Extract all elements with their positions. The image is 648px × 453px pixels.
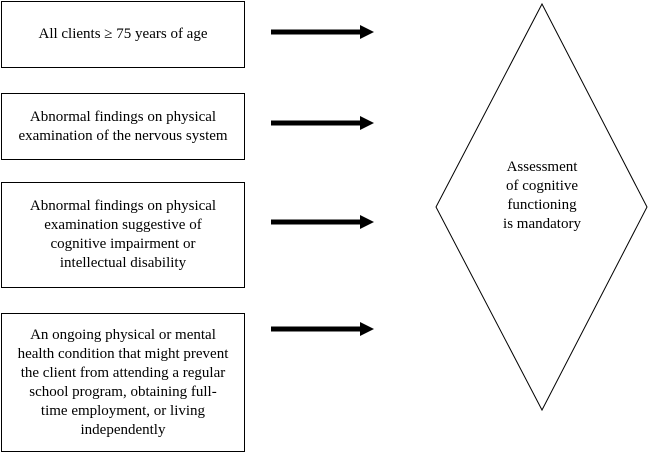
arrow-2 — [271, 116, 374, 130]
arrow-1 — [271, 25, 374, 39]
outcome-label: Assessment of cognitive functioning is mandatory — [503, 159, 581, 232]
criterion-label-ongoing-condition: An ongoing physical or mental health condition that might prevent the client from attending a regular school program, obtaining full- time employment, or living independently — [17, 326, 229, 438]
criterion-label-age: All clients ≥ 75 years of age — [38, 26, 208, 42]
criterion-label-cognitive-impairment: Abnormal findings on physical examination suggestive of cognitive impairment or intellectual disability — [29, 198, 217, 271]
criterion-label-nervous-system: Abnormal findings on physical examination of the nervous system — [18, 108, 228, 144]
arrow-4 — [271, 322, 374, 336]
arrow-3 — [271, 215, 374, 229]
